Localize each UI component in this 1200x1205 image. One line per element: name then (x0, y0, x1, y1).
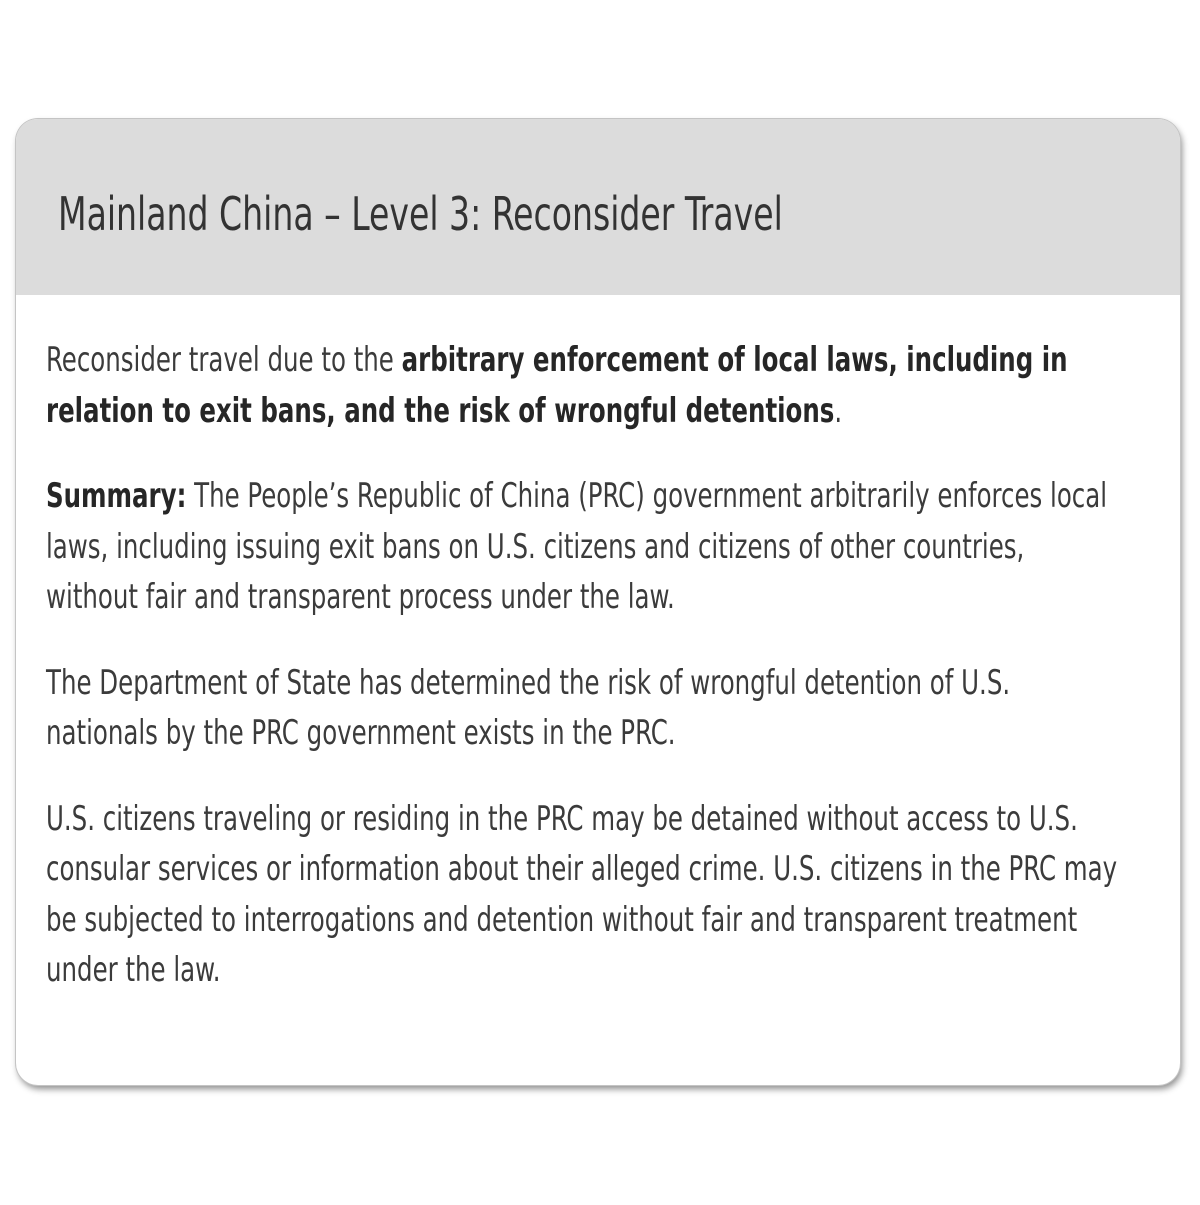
summary-label: Summary: (46, 476, 187, 516)
card-body (16, 295, 1180, 996)
advisory-intro (46, 335, 1118, 436)
intro-lead-text: Reconsider travel due to the (46, 340, 402, 380)
travel-advisory-card (16, 119, 1180, 1085)
summary-text: The People’s Republic of China (PRC) government arbitrarily enforces local laws, including issuing exit bans on U.S. citizens and citizens of other countries, without fair and transparent process under the law. (46, 476, 1108, 617)
intro-tail-text: . (834, 390, 843, 431)
advisory-title: Mainland China – Level 3: Reconsider Travel (58, 187, 783, 241)
advisory-summary (46, 471, 1118, 623)
wrongful-detention-paragraph: The Department of State has determined the risk of wrongful detention of U.S. nationals by the PRC government exists in the PRC. (46, 662, 1011, 753)
detention-risk-paragraph: U.S. citizens traveling or residing in the PRC may be detained without access to U.S. consular services or information about their alleged crime. U.S. citizens in the PRC may be subjected to interrogations and detention without fair and transparent treatment under the law. (46, 798, 1118, 990)
intro-bold-text: arbitrary enforcement of local laws, including in relation to exit bans, and the risk of wrongful detentions (46, 340, 1068, 431)
card-header (16, 119, 1180, 295)
